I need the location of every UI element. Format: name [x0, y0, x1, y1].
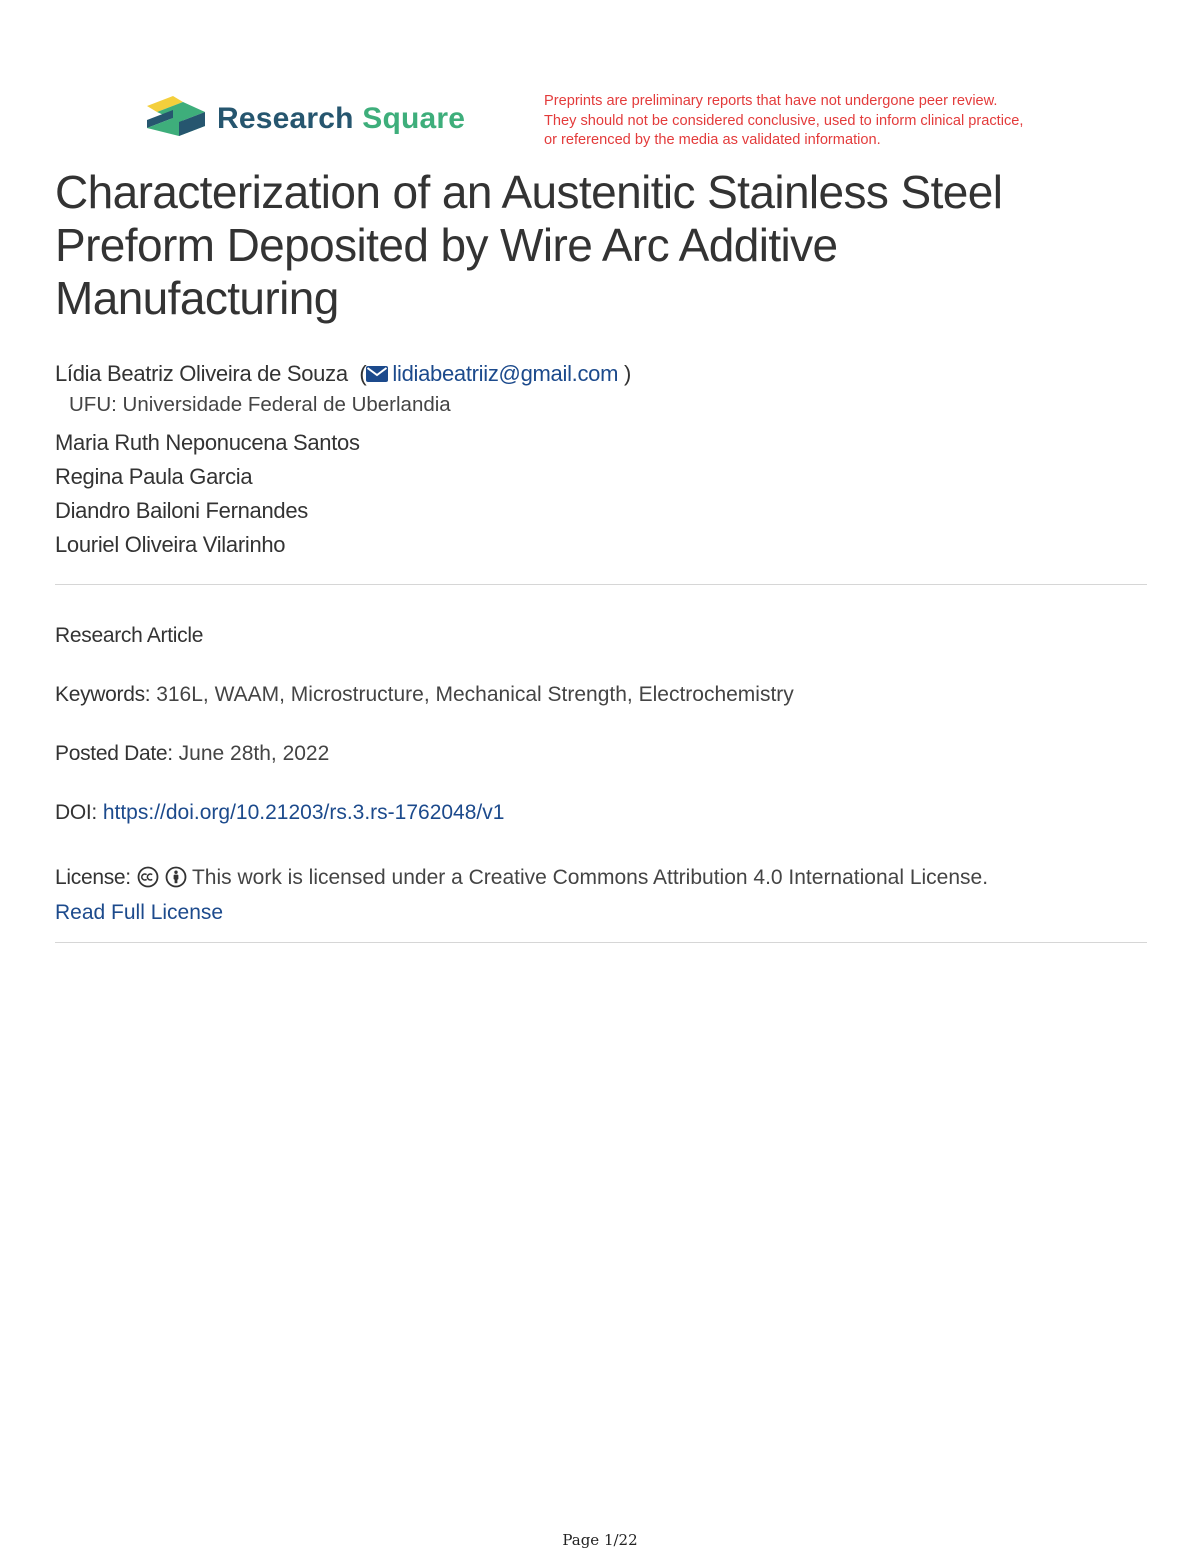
posted-date-row [55, 742, 329, 766]
title-line: Manufacturing [55, 272, 339, 324]
article-type [55, 624, 203, 648]
divider [55, 942, 1147, 943]
read-full-license-link[interactable]: Read Full License [55, 901, 224, 924]
doi-label: DOI: [55, 801, 97, 824]
license-label: License: [55, 866, 131, 889]
author-name: Lídia Beatriz Oliveira de Souza [55, 361, 348, 386]
research-square-logo[interactable] [147, 96, 465, 142]
doi-row [55, 801, 504, 825]
author-affiliation: UFU: Universidade Federal de Uberlandia [69, 393, 451, 416]
keywords-value: 316L, WAAM, Microstructure, Mechanical Strength, Electrochemistry [156, 683, 794, 706]
page-header [147, 92, 1147, 152]
divider [55, 584, 1147, 585]
author-list [55, 358, 1055, 562]
logo-text [217, 102, 465, 136]
disclaimer-line: or referenced by the media as validated information. [544, 132, 881, 148]
logo-word-research: Research [217, 102, 354, 135]
doi-link[interactable]: https://doi.org/10.21203/rs.3.rs-1762048/v1 [102, 801, 505, 824]
disclaimer-line: They should not be considered conclusive, used to inform clinical practice, [544, 112, 1024, 129]
corresponding-author: Lídia Beatriz Oliveira de Souza ( lidiabeatriiz@gmail.com ) [55, 361, 631, 386]
license-text: This work is licensed under a Creative Commons Attribution 4.0 International License. [191, 866, 989, 889]
attribution-icon [165, 866, 187, 888]
logo-word-square: Square [362, 102, 466, 135]
title-line: Characterization of an Austenitic Stainless Steel [55, 166, 1003, 218]
preprint-disclaimer [544, 92, 1104, 151]
author-name: Maria Ruth Neponucena Santos [55, 430, 360, 455]
keywords-label: Keywords: [55, 683, 151, 706]
author-name: Louriel Oliveira Vilarinho [55, 532, 286, 557]
license-row [55, 860, 1147, 930]
cc-icon [137, 866, 159, 888]
page-number: Page 1/22 [562, 1531, 638, 1549]
title-line: Preform Deposited by Wire Arc Additive [55, 219, 838, 271]
author-name: Diandro Bailoni Fernandes [55, 498, 308, 523]
paper-title [55, 166, 1155, 325]
envelope-icon [366, 366, 388, 382]
author-email: lidiabeatriiz@gmail.com [392, 361, 619, 386]
author-email-link[interactable] [366, 361, 618, 386]
author-name: Regina Paula Garcia [55, 464, 253, 489]
keywords-row [55, 683, 794, 707]
research-square-logo-icon [147, 96, 205, 142]
posted-date-label: Posted Date: [55, 742, 173, 765]
disclaimer-line: Preprints are preliminary reports that have not undergone peer review. [544, 93, 998, 109]
posted-date-value: June 28th, 2022 [178, 742, 330, 765]
article-type-label: Research Article [55, 624, 204, 647]
